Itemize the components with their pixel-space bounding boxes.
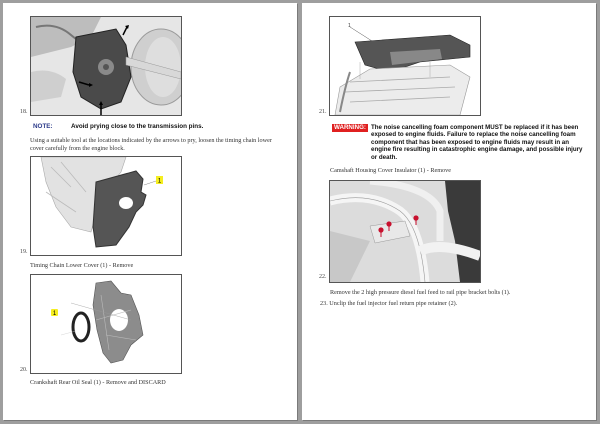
figure-21-number: 21. [319,109,327,115]
callout-1-icon: 1 [52,311,57,317]
instruction-paragraph: Using a suitable tool at the locations indicated by the arrows to pry, loosen the timing chain lower cover carefully from the engine block. [30,137,272,152]
note-label: NOTE: [33,123,53,130]
figure-19-timing-chain-lower-cover [30,156,182,256]
step-23-text: 23. Unclip the fuel injector fuel return pipe retainer (2). [320,300,458,307]
timing-cover-illustration-icon [31,157,181,255]
oil-seal-illustration-icon [31,275,181,373]
figure-20-number: 20. [20,367,28,373]
warning-text: The noise cancelling foam component MUST be replaced if it has been exposed to engine fluids. Failure to replace the noise cancelling foam component that has been exposed to engine fluids may result in an engine fire resulting in catastrophic engine damage, and possible injury or death. [371,124,583,161]
figure-19-caption: Timing Chain Lower Cover (1) - Remove [30,262,134,269]
note-text: Avoid prying close to the transmission pins. [71,123,204,130]
left-page [3,3,297,420]
right-page [302,3,596,420]
figure-21-caption: Camshaft Housing Cover Insulator (1) - Remove [330,167,451,174]
figure-20-crankshaft-rear-oil-seal [30,274,182,374]
figure-21-camshaft-housing-cover-insulator [329,16,481,116]
figure-22-number: 22. [319,274,327,280]
engine-top-illustration-icon [330,17,480,115]
figure-22-caption: Remove the 2 high pressure diesel fuel feed to rail pipe bracket bolts (1). [330,289,511,296]
warning-label: WARNING: [334,124,366,131]
figure-22-fuel-feed-pipe-bracket-bolts [329,180,481,283]
svg-text:1: 1 [348,23,351,29]
figure-19-number: 19. [20,249,28,255]
callout-1-icon: 1 [157,178,162,185]
figure-18-timing-cover-pry-points [30,16,182,116]
figure-20-caption: Crankshaft Rear Oil Seal (1) - Remove and DISCARD [30,379,166,386]
fuel-pipe-illustration-icon [330,181,480,282]
engine-illustration-icon [31,17,181,115]
figure-18-number: 18. [20,109,28,115]
